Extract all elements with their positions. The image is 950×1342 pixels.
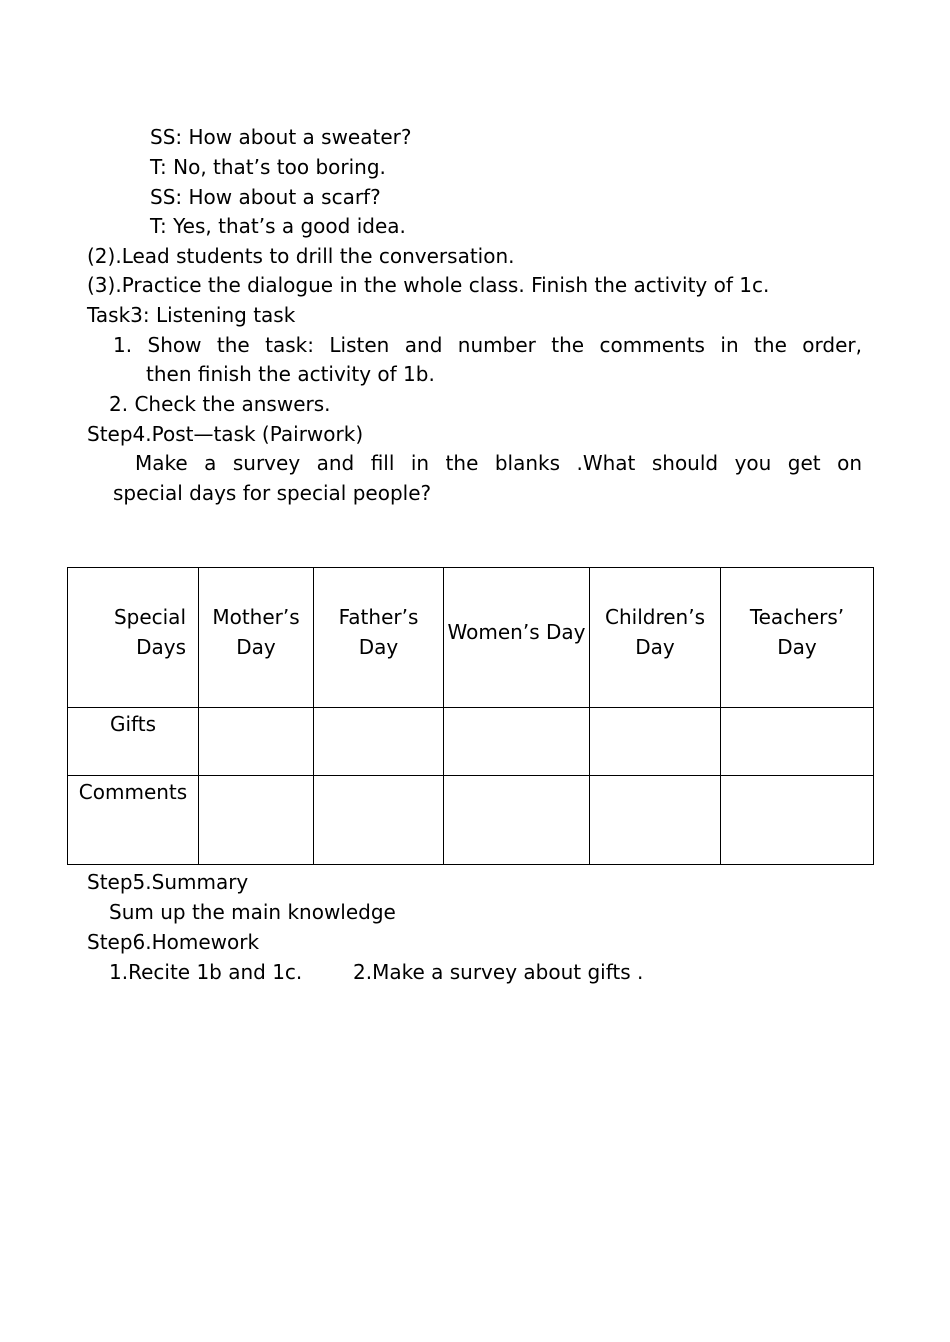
table-row-gifts (68, 708, 874, 776)
header-cell-mothers-day: Mother’s Day (199, 568, 314, 708)
header-cell-fathers-day: Father’s Day (314, 568, 444, 708)
header-cell-special-days: Special Days (68, 568, 199, 708)
practice-text: (3).Practice the dialogue in the whole class. Finish the activity of 1c. (87, 273, 770, 297)
blank-cell[interactable] (314, 708, 444, 776)
header-cell-womens-day: Women’s Day (444, 568, 590, 708)
step4-title: Step4.Post—task (Pairwork) (87, 422, 364, 446)
summary-text: Sum up the main knowledge (109, 900, 396, 924)
dialogue-line-3: SS: How about a scarf? (150, 185, 381, 209)
summary-title: Step5.Summary (87, 870, 249, 894)
row-label-comments: Comments (68, 776, 199, 865)
homework-title: Step6.Homework (87, 930, 260, 954)
task3-item-2: 2. Check the answers. (109, 392, 331, 416)
row-label-gifts: Gifts (68, 708, 199, 776)
blank-cell[interactable] (314, 776, 444, 865)
blank-cell[interactable] (444, 708, 590, 776)
step4-line-2: special days for special people? (113, 481, 432, 505)
blank-cell[interactable] (590, 776, 721, 865)
blank-cell[interactable] (199, 776, 314, 865)
dialogue-line-1: SS: How about a sweater? (150, 125, 412, 149)
dialogue-line-4: T: Yes, that’s a good idea. (150, 214, 406, 238)
survey-table (67, 567, 874, 865)
header-cell-teachers-day: Teachers’ Day (721, 568, 874, 708)
table-row-comments (68, 776, 874, 865)
task3-title: Task3: Listening task (87, 303, 296, 327)
header-cell-childrens-day: Children’s Day (590, 568, 721, 708)
blank-cell[interactable] (590, 708, 721, 776)
blank-cell[interactable] (721, 776, 874, 865)
lead-drill-text: (2).Lead students to drill the conversation. (87, 244, 515, 268)
dialogue-line-2: T: No, that’s too boring. (150, 155, 386, 179)
task3-item-1-line-2: then finish the activity of 1b. (146, 362, 435, 386)
step4-line-1: Make a survey and fill in the blanks .What should you get on (135, 451, 862, 475)
blank-cell[interactable] (444, 776, 590, 865)
table-header-row (68, 568, 874, 708)
task3-item-1-line-1: 1. Show the task: Listen and number the comments in the order, (113, 333, 862, 357)
homework-item-1: 1.Recite 1b and 1c. (109, 960, 303, 984)
homework-item-2: 2.Make a survey about gifts . (353, 960, 644, 984)
blank-cell[interactable] (721, 708, 874, 776)
blank-cell[interactable] (199, 708, 314, 776)
